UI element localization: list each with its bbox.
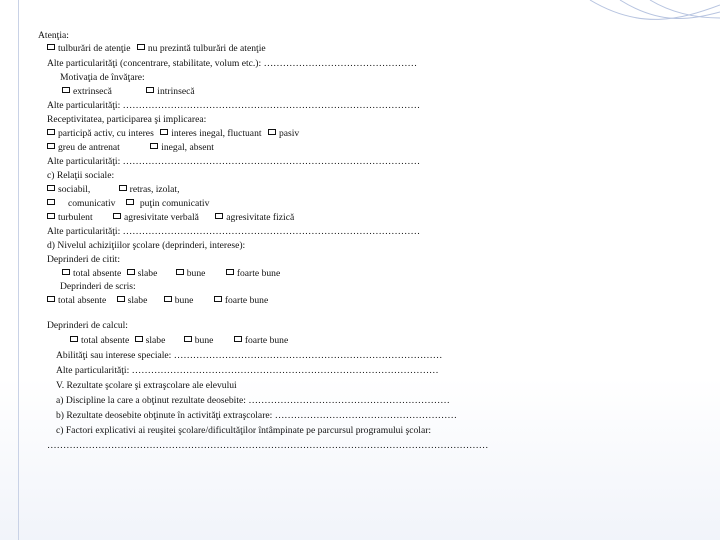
checkbox-icon[interactable]: [47, 199, 55, 205]
option-label: total absente: [73, 268, 122, 279]
motivation-heading: Motivaţia de învăţare:: [60, 72, 145, 83]
option-label: nu prezintă tulburări de atenţie: [147, 43, 266, 54]
checkbox-icon[interactable]: [226, 269, 234, 275]
attention-options: [47, 43, 266, 55]
section-v-heading: V. Rezultate şcolare şi extraşcolare ale elevului: [56, 380, 237, 391]
option-label: inegal, absent: [161, 142, 214, 153]
option-label: interes inegal, fluctuant: [171, 128, 262, 139]
checkbox-icon[interactable]: [47, 143, 55, 149]
checkbox-icon[interactable]: [47, 185, 55, 191]
checkbox-icon[interactable]: [137, 44, 145, 50]
option-label: foarte bune: [244, 335, 289, 346]
social-heading: c) Relaţii sociale:: [47, 170, 115, 181]
attention-other: Alte particularităţi (concentrare, stabilitate, volum etc.): …………………………………………: [47, 58, 418, 69]
checkbox-icon[interactable]: [47, 129, 55, 135]
option-label: comunicativ: [68, 198, 116, 209]
option-label: sociabil,: [58, 184, 91, 195]
option-label: pasiv: [278, 128, 300, 139]
calculation-heading: Deprinderi de calcul:: [47, 320, 128, 331]
receptivity-other: Alte particularităţi: …………………………………………………………………………………: [47, 156, 421, 167]
attention-heading: Atenţia:: [38, 30, 69, 41]
checkbox-icon[interactable]: [184, 336, 192, 342]
option-label: puţin comunicativ: [139, 198, 210, 209]
checkbox-icon[interactable]: [268, 129, 276, 135]
explanatory-factors: c) Factori explicativi ai reuşitei şcolare/dificultăţilor întâmpinate pe parcursul programului şcolar:: [56, 425, 432, 436]
checkbox-icon[interactable]: [119, 185, 127, 191]
option-label: extrinsecă: [73, 86, 112, 97]
dotted-answer-line: …………………………………………………………………………………………………………………………: [47, 440, 489, 451]
option-label: agresivitate verbală: [124, 212, 199, 223]
disciplines-results: a) Discipline la care a obţinut rezultate deosebite: ………………………………………………………: [56, 395, 450, 406]
checkbox-icon[interactable]: [176, 269, 184, 275]
option-label: intrinsecă: [157, 86, 195, 97]
receptivity-heading: Receptivitatea, participarea şi implicarea:: [47, 114, 207, 125]
school-level-heading: d) Nivelul achiziţiilor şcolare (deprinderi, interese):: [47, 240, 246, 251]
checkbox-icon[interactable]: [127, 269, 135, 275]
decorative-swoosh: [580, 0, 720, 60]
option-label: bune: [194, 335, 214, 346]
writing-heading: Deprinderi de scris:: [60, 281, 136, 292]
checkbox-icon[interactable]: [146, 87, 154, 93]
reading-options: [62, 268, 280, 280]
social-options-3: [47, 212, 294, 224]
option-label: slabe: [137, 268, 158, 279]
checkbox-icon[interactable]: [215, 213, 223, 219]
option-label: greu de antrenat: [58, 142, 120, 153]
checkbox-icon[interactable]: [135, 336, 143, 342]
extracurricular-results: b) Rezultate deosebite obţinute în activităţi extraşcolare: …………………………………………………: [56, 410, 457, 421]
receptivity-options-2: [47, 142, 214, 154]
checkbox-icon[interactable]: [150, 143, 158, 149]
checkbox-icon[interactable]: [47, 44, 55, 50]
option-label: bune: [174, 295, 194, 306]
checkbox-icon[interactable]: [62, 269, 70, 275]
checkbox-icon[interactable]: [214, 296, 222, 302]
option-label: agresivitate fizică: [226, 212, 295, 223]
checkbox-icon[interactable]: [47, 296, 55, 302]
option-label: tulburări de atenţie: [58, 43, 131, 54]
checkbox-icon[interactable]: [234, 336, 242, 342]
social-other: Alte particularităţi: …………………………………………………………………………………: [47, 226, 421, 237]
option-label: retras, izolat,: [129, 184, 180, 195]
motivation-other: Alte particularităţi: …………………………………………………………………………………: [47, 100, 421, 111]
option-label: turbulent: [58, 212, 93, 223]
other-particularities: Alte particularităţi: ……………………………………………………………………………………: [56, 365, 439, 376]
option-label: foarte bune: [224, 295, 269, 306]
option-label: total absente: [58, 295, 107, 306]
checkbox-icon[interactable]: [70, 336, 78, 342]
social-options-1: [47, 184, 179, 196]
option-label: bune: [186, 268, 206, 279]
checkbox-icon[interactable]: [47, 213, 55, 219]
checkbox-icon[interactable]: [126, 199, 134, 205]
option-label: total absente: [81, 335, 130, 346]
option-label: participă activ, cu interes: [58, 128, 154, 139]
social-options-2: [47, 198, 209, 210]
checkbox-icon[interactable]: [160, 129, 168, 135]
checkbox-icon[interactable]: [164, 296, 172, 302]
motivation-options: [62, 86, 195, 98]
checkbox-icon[interactable]: [117, 296, 125, 302]
reading-heading: Deprinderi de citit:: [47, 254, 120, 265]
calculation-options: [70, 335, 288, 347]
receptivity-options-1: [47, 128, 299, 140]
writing-options: [47, 295, 268, 307]
special-abilities: Abilităţi sau interese speciale: …………………………………………………………………………: [56, 350, 443, 361]
checkbox-icon[interactable]: [113, 213, 121, 219]
checkbox-icon[interactable]: [62, 87, 70, 93]
slide-border-line: [18, 0, 19, 540]
option-label: slabe: [127, 295, 148, 306]
option-label: slabe: [145, 335, 166, 346]
option-label: foarte bune: [236, 268, 281, 279]
